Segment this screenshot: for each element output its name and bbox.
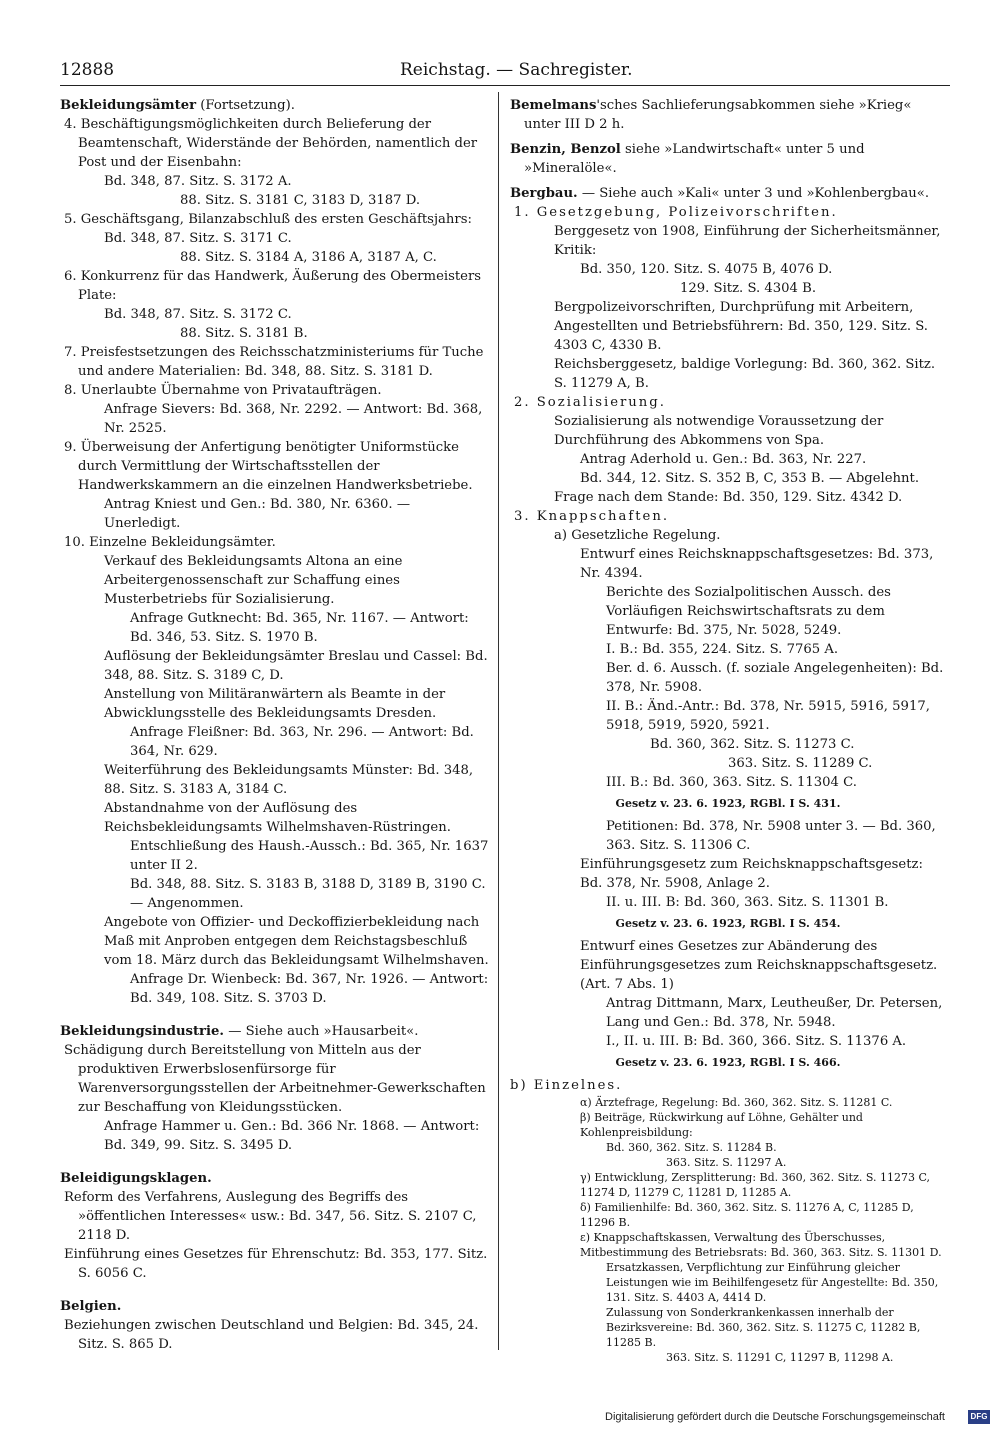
citation: Entschließung des Haush.-Aussch.: Bd. 365, Nr. 1637 unter II 2.: [130, 839, 489, 873]
sub-item: Verkauf des Bekleidungsamts Altona an eine Arbeitergenossenschaft zur Schaffung eines Musterbetriebs für Sozialisierung.: [104, 554, 403, 607]
sub-item: Ersatzkassen, Verpflichtung zur Einführung gleicher Leistungen wie im Beihilfengesetz für Angestellte: Bd. 350, 131. Sitz. S. 4403 A, 4414 D.: [606, 1261, 939, 1304]
list-item: 8. Unerlaubte Übernahme von Privataufträgen.: [64, 383, 382, 398]
sub-item: β) Beiträge, Rückwirkung auf Löhne, Gehälter und Kohlenpreisbildung:: [580, 1111, 863, 1139]
left-column: [60, 96, 490, 1368]
citation: Anfrage Sievers: Bd. 368, Nr. 2292. — Antwort: Bd. 368, Nr. 2525.: [104, 402, 483, 436]
section-heading: 1. Gesetzgebung, Polizeivorschriften.: [514, 205, 838, 220]
sub-item: Beziehungen zwischen Deutschland und Belgien: Bd. 345, 24. Sitz. S. 865 D.: [64, 1318, 479, 1352]
list-item: 7. Preisfestsetzungen des Reichsschatzministeriums für Tuche und andere Materialien: Bd. 348, 88. Sitz. S. 3181 D.: [64, 345, 484, 379]
citation: 129. Sitz. S. 4304 B.: [680, 281, 817, 296]
entry-belgien: [60, 1297, 490, 1354]
section-heading: 3. Knappschaften.: [514, 509, 670, 524]
citation: Petitionen: Bd. 378, Nr. 5908 unter 3. — Bd. 360, 363. Sitz. S. 11306 C.: [606, 819, 936, 853]
list-item: 9. Überweisung der Anfertigung benötigter Uniformstücke durch Vermittlung der Wirtschaftsstellen der Handwerkskammern an die einzelnen Handwerksbetriebe.: [64, 440, 473, 493]
sub-item: Schädigung durch Bereitstellung von Mitteln aus der produktiven Erwerbslosenfürsorge für Warenversorgungsstellen der Arbeitnehmer-Gewerkschaften zur Beschaffung von Kleidungsstücken.: [64, 1043, 486, 1115]
citation: 88. Sitz. S. 3181 B.: [180, 326, 308, 341]
citation: Bd. 360, 362. Sitz. S. 11284 B.: [606, 1141, 777, 1154]
entry-benzin: [510, 140, 946, 178]
sub-item: Anstellung von Militäranwärtern als Beamte in der Abwicklungsstelle des Bekleidungsamts Dresden.: [104, 687, 446, 721]
entry-heading: Belgien.: [60, 1299, 122, 1314]
entry-heading: Benzin, Benzol: [510, 142, 621, 157]
list-item: 5. Geschäftsgang, Bilanzabschluß des ersten Geschäftsjahrs:: [64, 212, 472, 227]
sub-item: α) Ärztefrage, Regelung: Bd. 360, 362. Sitz. S. 11281 C.: [580, 1096, 893, 1109]
header-rule: [60, 85, 950, 86]
entry-heading-note: 'sches Sachlieferungsabkommen siehe »Krieg« unter III D 2 h.: [524, 98, 912, 132]
law-gazette-reference: Gesetz v. 23. 6. 1923, RGBl. I S. 454.: [615, 917, 841, 930]
law-gazette-reference: Gesetz v. 23. 6. 1923, RGBl. I S. 466.: [615, 1056, 841, 1069]
citation: 363. Sitz. S. 11289 C.: [728, 756, 873, 771]
citation: Bd. 344, 12. Sitz. S. 352 B, C, 353 B. — Abgelehnt.: [580, 471, 920, 486]
citation: Anfrage Gutknecht: Bd. 365, Nr. 1167. — Antwort: Bd. 346, 53. Sitz. S. 1970 B.: [130, 611, 469, 645]
citation: 88. Sitz. S. 3181 C, 3183 D, 3187 D.: [180, 193, 421, 208]
citation: II. B.: Änd.-Antr.: Bd. 378, Nr. 5915, 5916, 5917, 5918, 5919, 5920, 5921.: [606, 699, 930, 733]
sub-item: Einführungsgesetz zum Reichsknappschaftsgesetz: Bd. 378, Nr. 5908, Anlage 2.: [580, 857, 923, 891]
citation: Bd. 348, 87. Sitz. S. 3172 C.: [104, 307, 292, 322]
citation: Bd. 348, 87. Sitz. S. 3171 C.: [104, 231, 292, 246]
citation: III. B.: Bd. 360, 363. Sitz. S. 11304 C.: [606, 775, 857, 790]
citation: Anfrage Dr. Wienbeck: Bd. 367, Nr. 1926. — Antwort: Bd. 349, 108. Sitz. S. 3703 D.: [130, 972, 489, 1006]
citation: Bd. 348, 88. Sitz. S. 3183 B, 3188 D, 3189 B, 3190 C. — Angenommen.: [130, 877, 486, 911]
sub-item: Weiterführung des Bekleidungsamts Münster: Bd. 348, 88. Sitz. S. 3183 A, 3184 C.: [104, 763, 474, 797]
entry-heading-note: — Siehe auch »Hausarbeit«.: [224, 1024, 419, 1039]
entry-heading-note: — Siehe auch »Kali« unter 3 und »Kohlenbergbau«.: [577, 186, 930, 201]
page-number: 12888: [60, 60, 115, 80]
sub-item: Einführung eines Gesetzes für Ehrenschutz: Bd. 353, 177. Sitz. S. 6056 C.: [64, 1247, 488, 1281]
sub-item: ε) Knappschaftskassen, Verwaltung des Überschusses, Mitbestimmung des Betriebsrats: Bd. 360, 363. Sitz. S. 11301 D.: [580, 1231, 942, 1259]
column-divider: [498, 92, 499, 1350]
sub-item: Zulassung von Sonderkrankenkassen innerhalb der Bezirksvereine: Bd. 360, 362. Sitz. S. 11275 C, 11282 B, 11285 B.: [606, 1306, 921, 1349]
entry-heading-note: (Fortsetzung).: [196, 98, 295, 113]
sub-item: δ) Familienhilfe: Bd. 360, 362. Sitz. S. 11276 A, C, 11285 D, 11296 B.: [580, 1201, 914, 1229]
entry-beleidigungsklagen: [60, 1169, 490, 1283]
entry-heading-note: siehe »Landwirtschaft« unter 5 und »Mineralöle«.: [524, 142, 865, 176]
list-item: 6. Konkurrenz für das Handwerk, Äußerung des Obermeisters Plate:: [64, 269, 482, 303]
citation: Antrag Kniest und Gen.: Bd. 380, Nr. 6360. — Unerledigt.: [104, 497, 411, 531]
citation: Bd. 360, 362. Sitz. S. 11273 C.: [650, 737, 855, 752]
sub-item: Entwurf eines Gesetzes zur Abänderung des Einführungsgesetzes zum Reichsknappschaftsgesetz. (Art. 7 Abs. 1): [580, 939, 938, 992]
citation: II. u. III. B: Bd. 360, 363. Sitz. S. 11301 B.: [606, 895, 889, 910]
sub-item: Sozialisierung als notwendige Voraussetzung der Durchführung des Abkommens von Spa.: [554, 414, 884, 448]
list-item: 4. Beschäftigungsmöglichkeiten durch Belieferung der Beamtenschaft, Widerstände der Behörden, namentlich der Post und der Eisenbahn:: [64, 117, 478, 170]
sub-item: Frage nach dem Stande: Bd. 350, 129. Sitz. 4342 D.: [554, 490, 903, 505]
sub-item: Abstandnahme von der Auflösung des Reichsbekleidungsamts Wilhelmshaven-Rüstringen.: [104, 801, 451, 835]
citation: Ber. d. 6. Aussch. (f. soziale Angelegenheiten): Bd. 378, Nr. 5908.: [606, 661, 944, 695]
sub-item: γ) Entwicklung, Zersplitterung: Bd. 360, 362. Sitz. S. 11273 C, 11274 D, 11279 C, 11281 D, 11285 A.: [580, 1171, 931, 1199]
citation: I. B.: Bd. 355, 224. Sitz. S. 7765 A.: [606, 642, 839, 657]
citation: 363. Sitz. S. 11297 A.: [666, 1156, 787, 1169]
citation: Antrag Aderhold u. Gen.: Bd. 363, Nr. 227.: [580, 452, 867, 467]
subsection-einzelnes: [510, 1095, 946, 1365]
citation: Bd. 348, 87. Sitz. S. 3172 A.: [104, 174, 292, 189]
citation: I., II. u. III. B: Bd. 360, 366. Sitz. S. 11376 A.: [606, 1034, 907, 1049]
sub-item: Auflösung der Bekleidungsämter Breslau und Cassel: Bd. 348, 88. Sitz. S. 3189 C, D.: [104, 649, 488, 683]
sub-item: Bergpolizeivorschriften, Durchprüfung mit Arbeitern, Angestellten und Betriebsführern: Bd. 350, 129. Sitz. S. 4303 C, 4330 B.: [554, 300, 928, 353]
dfg-logo: DFG: [968, 1410, 990, 1424]
running-head: Reichstag. — Sachregister.: [400, 60, 633, 80]
entry-bergbau: [510, 184, 946, 1365]
entry-bekleidungsaemter: [60, 96, 490, 1008]
right-column: [510, 96, 946, 1379]
sub-item: Berggesetz von 1908, Einführung der Sicherheitsmänner, Kritik:: [554, 224, 941, 258]
entry-bekleidungsindustrie: [60, 1022, 490, 1155]
sub-item: Entwurf eines Reichsknappschaftsgesetzes: Bd. 373, Nr. 4394.: [580, 547, 934, 581]
sub-item: Reichsberggesetz, baldige Vorlegung: Bd. 360, 362. Sitz. S. 11279 A, B.: [554, 357, 936, 391]
subsection-heading: b) Einzelnes.: [510, 1078, 623, 1093]
list-item: 10. Einzelne Bekleidungsämter.: [64, 535, 276, 550]
entry-heading: Beleidigungsklagen.: [60, 1171, 212, 1186]
citation: Bd. 350, 120. Sitz. S. 4075 B, 4076 D.: [580, 262, 833, 277]
citation: Antrag Dittmann, Marx, Leutheußer, Dr. Petersen, Lang und Gen.: Bd. 378, Nr. 5948.: [606, 996, 943, 1030]
entry-heading: Bekleidungsämter: [60, 98, 197, 113]
sub-item: Reform des Verfahrens, Auslegung des Begriffs des »öffentlichen Interesses« usw.: Bd. 347, 56. Sitz. S. 2107 C, 2118 D.: [64, 1190, 477, 1243]
entry-heading: Bemelmans: [510, 98, 597, 113]
citation: Berichte des Sozialpolitischen Aussch. des Vorläufigen Reichswirtschaftsrats zu dem Entwurfe: Bd. 375, Nr. 5028, 5249.: [606, 585, 891, 638]
entry-heading: Bekleidungsindustrie.: [60, 1024, 224, 1039]
sub-item: Angebote von Offizier- und Deckoffizierbekleidung nach Maß mit Anproben entgegen dem Reichstagsbeschluß vom 18. März durch das Bekleidungsamt Wilhelmshaven.: [104, 915, 489, 968]
subsection-heading: a) Gesetzliche Regelung.: [554, 528, 721, 543]
citation: 363. Sitz. S. 11291 C, 11297 B, 11298 A.: [666, 1351, 894, 1364]
entry-heading: Bergbau.: [510, 186, 578, 201]
citation: Anfrage Hammer u. Gen.: Bd. 366 Nr. 1868. — Antwort: Bd. 349, 99. Sitz. S. 3495 D.: [104, 1119, 480, 1153]
section-heading: 2. Sozialisierung.: [514, 395, 666, 410]
digitization-credit: Digitalisierung gefördert durch die Deutsche Forschungsgemeinschaft: [605, 1411, 945, 1423]
entry-bemelmans: [510, 96, 946, 134]
law-gazette-reference: Gesetz v. 23. 6. 1923, RGBl. I S. 431.: [615, 797, 841, 810]
citation: Anfrage Fleißner: Bd. 363, Nr. 296. — Antwort: Bd. 364, Nr. 629.: [130, 725, 474, 759]
citation: 88. Sitz. S. 3184 A, 3186 A, 3187 A, C.: [180, 250, 437, 265]
